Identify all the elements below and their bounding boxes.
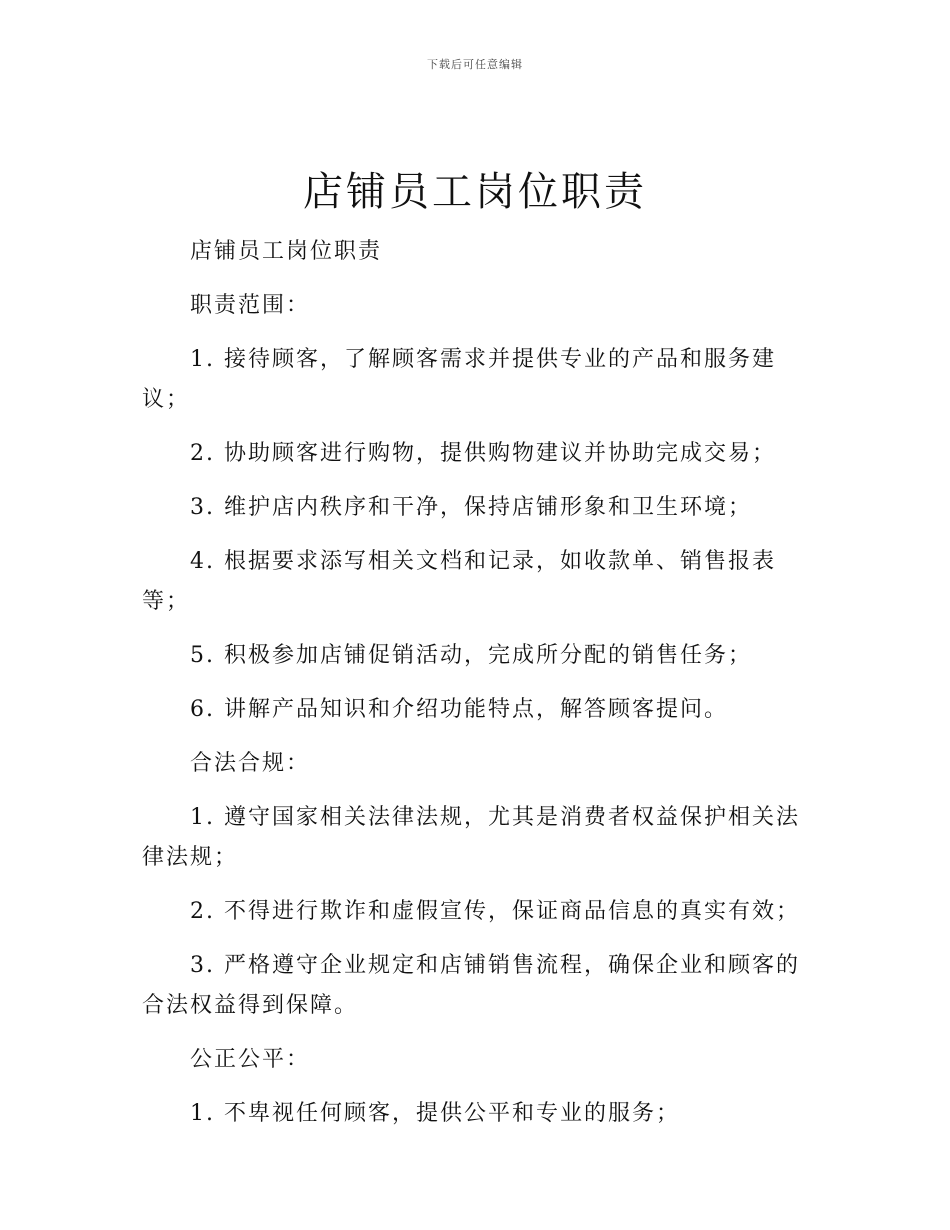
list-item: 2. 不得进行欺诈和虚假宣传，保证商品信息的真实有效； (190, 899, 800, 924)
list-item: 6. 讲解产品知识和介绍功能特点，解答顾客提问。 (190, 697, 728, 722)
paragraph-subtitle: 店铺员工岗位职责 (190, 239, 383, 264)
list-item: 5. 积极参加店铺促销活动，完成所分配的销售任务； (190, 643, 752, 668)
list-item: 3. 维护店内秩序和干净，保持店铺形象和卫生环境； (190, 495, 752, 520)
header-note: 下载后可任意编辑 (427, 58, 523, 71)
section-heading-fairness: 公正公平： (190, 1047, 311, 1072)
list-item: 1. 遵守国家相关法律法规，尤其是消费者权益保护相关法律法规； (142, 805, 800, 870)
section-heading-scope: 职责范围： (190, 293, 311, 318)
list-item: 1. 不卑视任何顾客，提供公平和专业的服务； (190, 1101, 680, 1126)
list-item: 2. 协助顾客进行购物，提供购物建议并协助完成交易； (190, 441, 776, 466)
document-title: 店铺员工岗位职责 (303, 169, 647, 215)
list-item: 4. 根据要求添写相关文档和记录，如收款单、销售报表等； (142, 549, 776, 614)
section-heading-compliance: 合法合规： (190, 751, 311, 776)
list-item: 3. 严格遵守企业规定和店铺销售流程，确保企业和顾客的合法权益得到保障。 (142, 953, 800, 1018)
document-body (142, 232, 814, 1148)
list-item: 1. 接待顾客，了解顾客需求并提供专业的产品和服务建议； (142, 347, 776, 412)
